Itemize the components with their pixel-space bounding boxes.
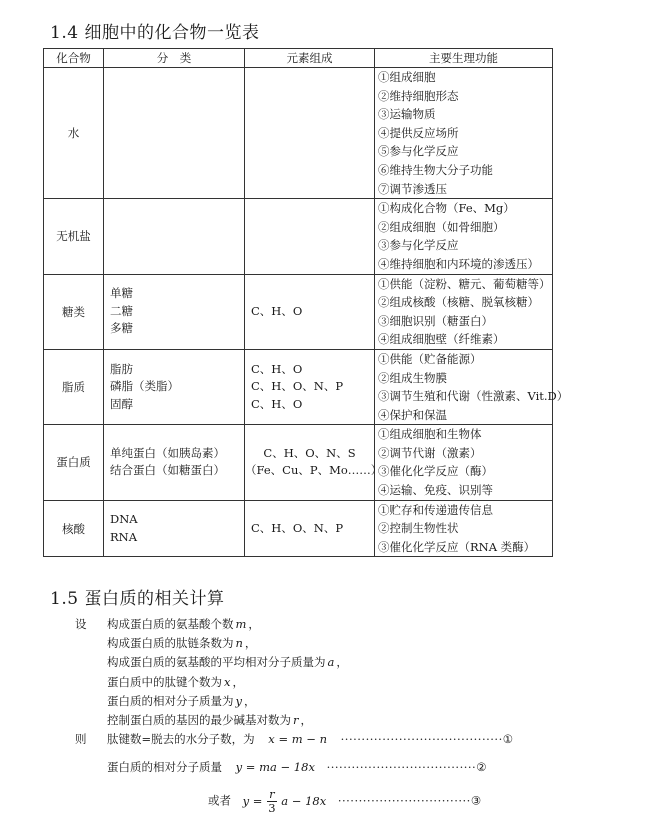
definition-variable: n	[235, 636, 243, 651]
formula-1-num: ①	[502, 732, 514, 746]
functions-cell	[375, 349, 569, 424]
compound-name: 蛋白质	[56, 455, 91, 470]
table-row	[44, 199, 553, 274]
formula-1-dots: ·······································	[340, 732, 503, 746]
definition-punct: ，	[244, 693, 256, 708]
compound-name: 核酸	[62, 521, 85, 536]
formula-3-text: 或者	[208, 793, 231, 808]
functions-cell	[375, 500, 553, 557]
element-item: C、H、O、N、S	[263, 445, 356, 460]
element-item: C、H、O	[251, 361, 303, 376]
compound-name: 脂质	[62, 380, 85, 395]
elements-cell	[245, 349, 375, 424]
function-item: ⑥维持生物大分子功能	[378, 162, 493, 177]
then-label: 则	[75, 732, 87, 746]
header-functions: 主要生理功能	[375, 49, 553, 68]
formula-3-rhs: a − 18x	[281, 793, 327, 808]
let-label: 设	[75, 617, 87, 631]
formula-3-dots: ································	[337, 793, 471, 808]
definition-text: 蛋白质中的肽键个数为	[107, 674, 222, 689]
definition-variable: x	[224, 674, 231, 689]
functions-cell	[375, 68, 553, 199]
elements-cell	[245, 274, 375, 349]
definition-text: 构成蛋白质的氨基酸个数	[107, 617, 234, 631]
formula-1-text: 肽键数=脱去的水分子数，为	[107, 732, 255, 746]
category-cell	[104, 500, 245, 557]
elements-cell	[245, 500, 375, 557]
definition-punct: ，	[336, 655, 348, 670]
function-item: ④维持细胞和内环境的渗透压）	[378, 256, 539, 271]
compound-cell	[44, 199, 104, 274]
table-header-row	[44, 49, 553, 68]
compound-cell	[44, 274, 104, 349]
function-item: ③参与化学反应	[378, 238, 459, 253]
definition-variable: y	[235, 693, 242, 708]
definition-punct: ，	[244, 636, 257, 651]
element-item: C、H、O	[251, 303, 303, 318]
formula-3	[208, 788, 481, 815]
function-item: ①组成细胞	[378, 70, 436, 84]
table-row	[44, 425, 553, 500]
compound-name: 水	[67, 126, 80, 141]
category-item: DNA	[110, 512, 138, 527]
table-row	[44, 68, 553, 199]
function-item: ①贮存和传递遗传信息	[378, 502, 493, 517]
function-item: ②组成核酸（核糖、脱氧核糖）	[378, 295, 539, 310]
category-item: 单纯蛋白（如胰岛素）	[110, 445, 225, 460]
definition-text: 控制蛋白质的基因的最少碱基对数为	[107, 713, 291, 727]
definition-punct: ，	[248, 617, 260, 631]
functions-cell	[375, 199, 553, 274]
function-item: ⑤参与化学反应	[378, 144, 459, 159]
function-item: ②控制生物性状	[378, 521, 459, 536]
compound-cell	[44, 500, 104, 557]
definition-text: 构成蛋白质的肽链条数为	[107, 636, 234, 651]
category-item: 单糖	[110, 286, 133, 301]
table-row	[44, 349, 553, 424]
function-item: ③催化化学反应（RNA 类酶）	[378, 539, 536, 554]
elements-cell	[245, 68, 375, 199]
formula-3-fraction	[267, 788, 277, 815]
fraction-numerator: r	[269, 787, 275, 801]
category-cell	[104, 349, 245, 424]
function-item: ①供能（淀粉、糖元、葡萄糖等）	[378, 276, 551, 291]
function-item: ①组成细胞和生物体	[378, 427, 482, 442]
definition-text: 蛋白质的相对分子质量为	[107, 693, 234, 708]
element-item: C、H、O、N、P	[251, 379, 344, 394]
formula-2-text: 蛋白质的相对分子质量	[107, 760, 222, 774]
functions-cell	[375, 425, 553, 500]
category-item: 脂肪	[110, 361, 133, 376]
formula-1	[107, 731, 513, 747]
formula-2-num: ②	[476, 760, 487, 774]
category-item: 固醇	[110, 396, 133, 411]
definition-line	[107, 616, 260, 632]
header-elements: 元素组成	[245, 49, 375, 68]
formula-1-expr: x = m − n	[268, 732, 327, 746]
element-item: C、H、O	[251, 396, 303, 411]
category-item: 二糖	[110, 303, 133, 318]
functions-cell	[375, 274, 553, 349]
function-item: ④组成细胞壁（纤维素）	[378, 332, 505, 347]
function-item: ③细胞识别（糖蛋白）	[378, 313, 493, 328]
definition-line	[107, 693, 256, 709]
compound-cell	[44, 349, 104, 424]
compound-name: 糖类	[62, 304, 85, 319]
category-item: 磷脂（类脂）	[110, 379, 179, 394]
compound-table	[43, 48, 569, 557]
category-cell	[104, 68, 245, 199]
function-item: ③运输物质	[378, 107, 436, 122]
formula-2-expr: y = ma − 18x	[235, 760, 315, 774]
function-item: ②组成生物膜	[378, 370, 447, 385]
table-row	[44, 500, 553, 557]
function-item: ④保护和保温	[378, 407, 447, 422]
category-cell	[104, 199, 245, 274]
function-item: ④运输、免疫、识别等	[378, 483, 493, 498]
function-item: ④提供反应场所	[378, 125, 459, 140]
table-row	[44, 274, 553, 349]
definition-line	[107, 712, 312, 728]
function-item: ⑦调节渗透压	[378, 181, 447, 196]
definition-variable: m	[235, 617, 247, 631]
header-category: 分 类	[104, 49, 245, 68]
function-item: ③调节生殖和代谢（性激素、Vit.D）	[378, 389, 569, 404]
category-item: 多糖	[110, 321, 133, 336]
function-item: ②组成细胞（如骨细胞）	[378, 219, 505, 234]
element-item: （Fe、Cu、P、Mo……）	[245, 463, 383, 478]
section-title-1-5: 1.5 蛋白质的相关计算	[50, 589, 225, 609]
element-item: C、H、O、N、P	[251, 520, 344, 535]
function-item: ①供能（贮备能源）	[378, 351, 482, 366]
function-item: ②维持细胞形态	[378, 88, 459, 103]
definition-variable: r	[293, 713, 299, 727]
category-cell	[104, 425, 245, 500]
definition-line	[107, 674, 244, 690]
definition-line	[107, 635, 256, 651]
compound-cell	[44, 68, 104, 199]
function-item: ②调节代谢（激素）	[378, 445, 482, 460]
section-title-1-4: 1.4 细胞中的化合物一览表	[50, 23, 260, 43]
formula-2	[107, 759, 487, 775]
compound-cell	[44, 425, 104, 500]
formula-3-num: ③	[470, 793, 482, 808]
elements-cell	[245, 199, 375, 274]
function-item: ①构成化合物（Fe、Mg）	[378, 201, 515, 216]
category-item: 结合蛋白（如糖蛋白）	[110, 463, 225, 478]
formula-3-lhs: y =	[242, 793, 263, 808]
definition-variable: a	[327, 655, 335, 670]
definition-line	[107, 654, 348, 670]
definition-text: 构成蛋白质的氨基酸的平均相对分子质量为	[107, 655, 326, 670]
header-compound: 化合物	[44, 49, 104, 68]
category-item: RNA	[110, 529, 138, 544]
function-item: ③催化化学反应（酶）	[378, 464, 493, 479]
fraction-denominator: 3	[268, 801, 276, 815]
category-cell	[104, 274, 245, 349]
definition-punct: ，	[232, 674, 244, 689]
formula-2-dots: ····································	[326, 760, 477, 774]
definition-punct: ，	[300, 713, 312, 727]
elements-cell	[245, 425, 383, 500]
compound-name: 无机盐	[56, 229, 91, 244]
